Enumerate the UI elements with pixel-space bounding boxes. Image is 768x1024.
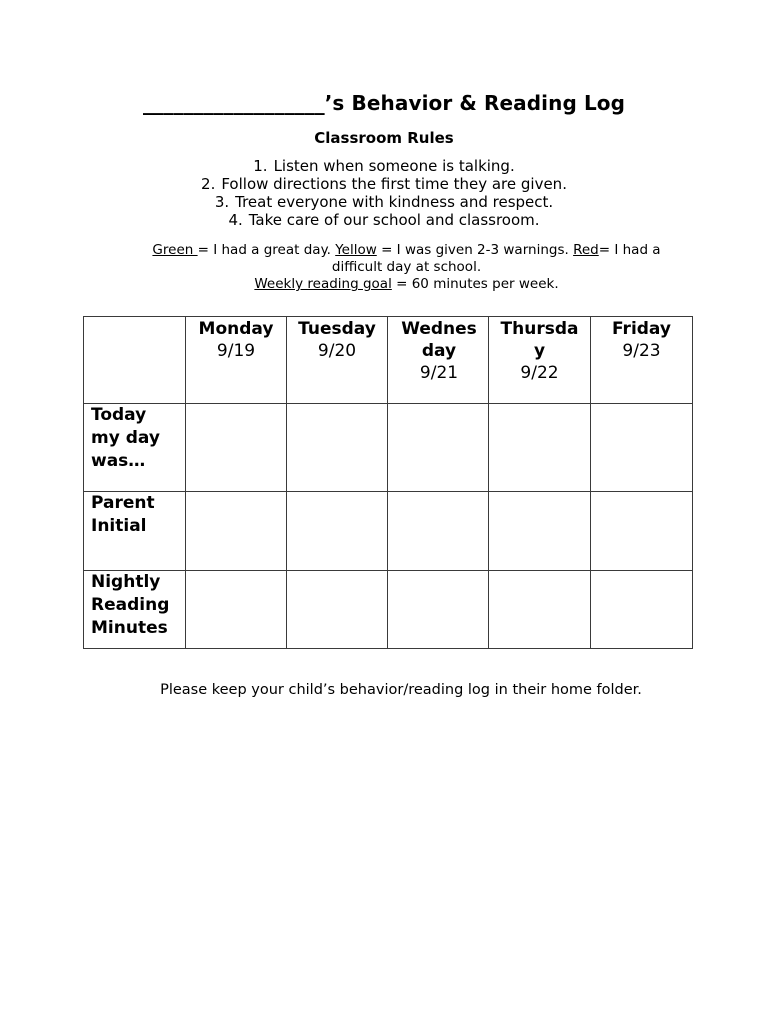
day-name: Monday bbox=[198, 319, 274, 339]
entry-cell[interactable] bbox=[489, 492, 591, 571]
entry-cell[interactable] bbox=[489, 571, 591, 649]
entry-cell[interactable] bbox=[388, 571, 489, 649]
rule-item bbox=[0, 157, 768, 175]
entry-cell[interactable] bbox=[186, 571, 287, 649]
entry-cell[interactable] bbox=[186, 492, 287, 571]
rule-item bbox=[0, 175, 768, 193]
day-header-friday bbox=[591, 317, 693, 404]
rule-text: Take care of our school and classroom. bbox=[248, 211, 540, 229]
day-date: 9/22 bbox=[520, 363, 559, 383]
rule-item bbox=[0, 193, 768, 211]
day-header-monday bbox=[186, 317, 287, 404]
table-row bbox=[84, 404, 693, 492]
rule-item bbox=[0, 211, 768, 229]
day-header-wednesday bbox=[388, 317, 489, 404]
day-name: Tuesday bbox=[298, 319, 376, 339]
entry-cell[interactable] bbox=[591, 571, 693, 649]
entry-cell[interactable] bbox=[388, 404, 489, 492]
table-row bbox=[84, 571, 693, 649]
day-header-thursday bbox=[489, 317, 591, 404]
rule-number: 3. bbox=[214, 193, 230, 211]
corner-cell bbox=[84, 317, 186, 404]
day-header-tuesday bbox=[287, 317, 388, 404]
reading-goal-text: = 60 minutes per week. bbox=[391, 276, 559, 292]
day-date: 9/21 bbox=[419, 363, 459, 383]
day-name: Wednesday bbox=[401, 319, 477, 361]
footer-note: Please keep your child’s behavior/reading log in their home folder. bbox=[160, 682, 642, 698]
table-header-row bbox=[84, 317, 693, 404]
legend-red-label: Red bbox=[573, 242, 599, 258]
table-row bbox=[84, 492, 693, 571]
day-name: Friday bbox=[612, 319, 671, 339]
row-label-parent-initial: Parent Initial bbox=[84, 492, 186, 571]
day-date: 9/19 bbox=[216, 341, 256, 361]
row-label-today: Today my day was… bbox=[84, 404, 186, 492]
entry-cell[interactable] bbox=[591, 492, 693, 571]
entry-cell[interactable] bbox=[287, 571, 388, 649]
classroom-rules-list bbox=[0, 157, 768, 229]
entry-cell[interactable] bbox=[388, 492, 489, 571]
rule-text: Follow directions the first time they are given. bbox=[221, 175, 567, 193]
color-legend bbox=[134, 242, 679, 293]
legend-green-text: = I had a great day. bbox=[197, 242, 336, 258]
legend-yellow-text: = I was given 2-3 warnings. bbox=[376, 242, 574, 258]
rule-number: 2. bbox=[201, 175, 216, 193]
legend-green-label: Green bbox=[152, 242, 198, 258]
rule-text: Listen when someone is talking. bbox=[273, 157, 515, 175]
row-label-nightly-reading: Nightly Reading Minutes bbox=[84, 571, 186, 649]
day-name: Thursday bbox=[500, 319, 579, 361]
behavior-reading-log-table bbox=[83, 316, 693, 649]
legend-yellow-label: Yellow bbox=[335, 242, 377, 258]
entry-cell[interactable] bbox=[186, 404, 287, 492]
classroom-rules-heading: Classroom Rules bbox=[314, 129, 454, 147]
entry-cell[interactable] bbox=[489, 404, 591, 492]
legend-red-text: = I had a difficult day at school. bbox=[331, 242, 661, 275]
entry-cell[interactable] bbox=[287, 404, 388, 492]
entry-cell[interactable] bbox=[591, 404, 693, 492]
rule-text: Treat everyone with kindness and respect. bbox=[235, 193, 554, 211]
day-date: 9/20 bbox=[317, 341, 357, 361]
reading-goal-label: Weekly reading goal bbox=[254, 276, 392, 292]
entry-cell[interactable] bbox=[287, 492, 388, 571]
rule-number: 4. bbox=[228, 211, 243, 229]
page-title: __________________’s Behavior & Reading Log bbox=[142, 91, 626, 115]
day-date: 9/23 bbox=[622, 341, 661, 361]
rule-number: 1. bbox=[253, 157, 268, 175]
